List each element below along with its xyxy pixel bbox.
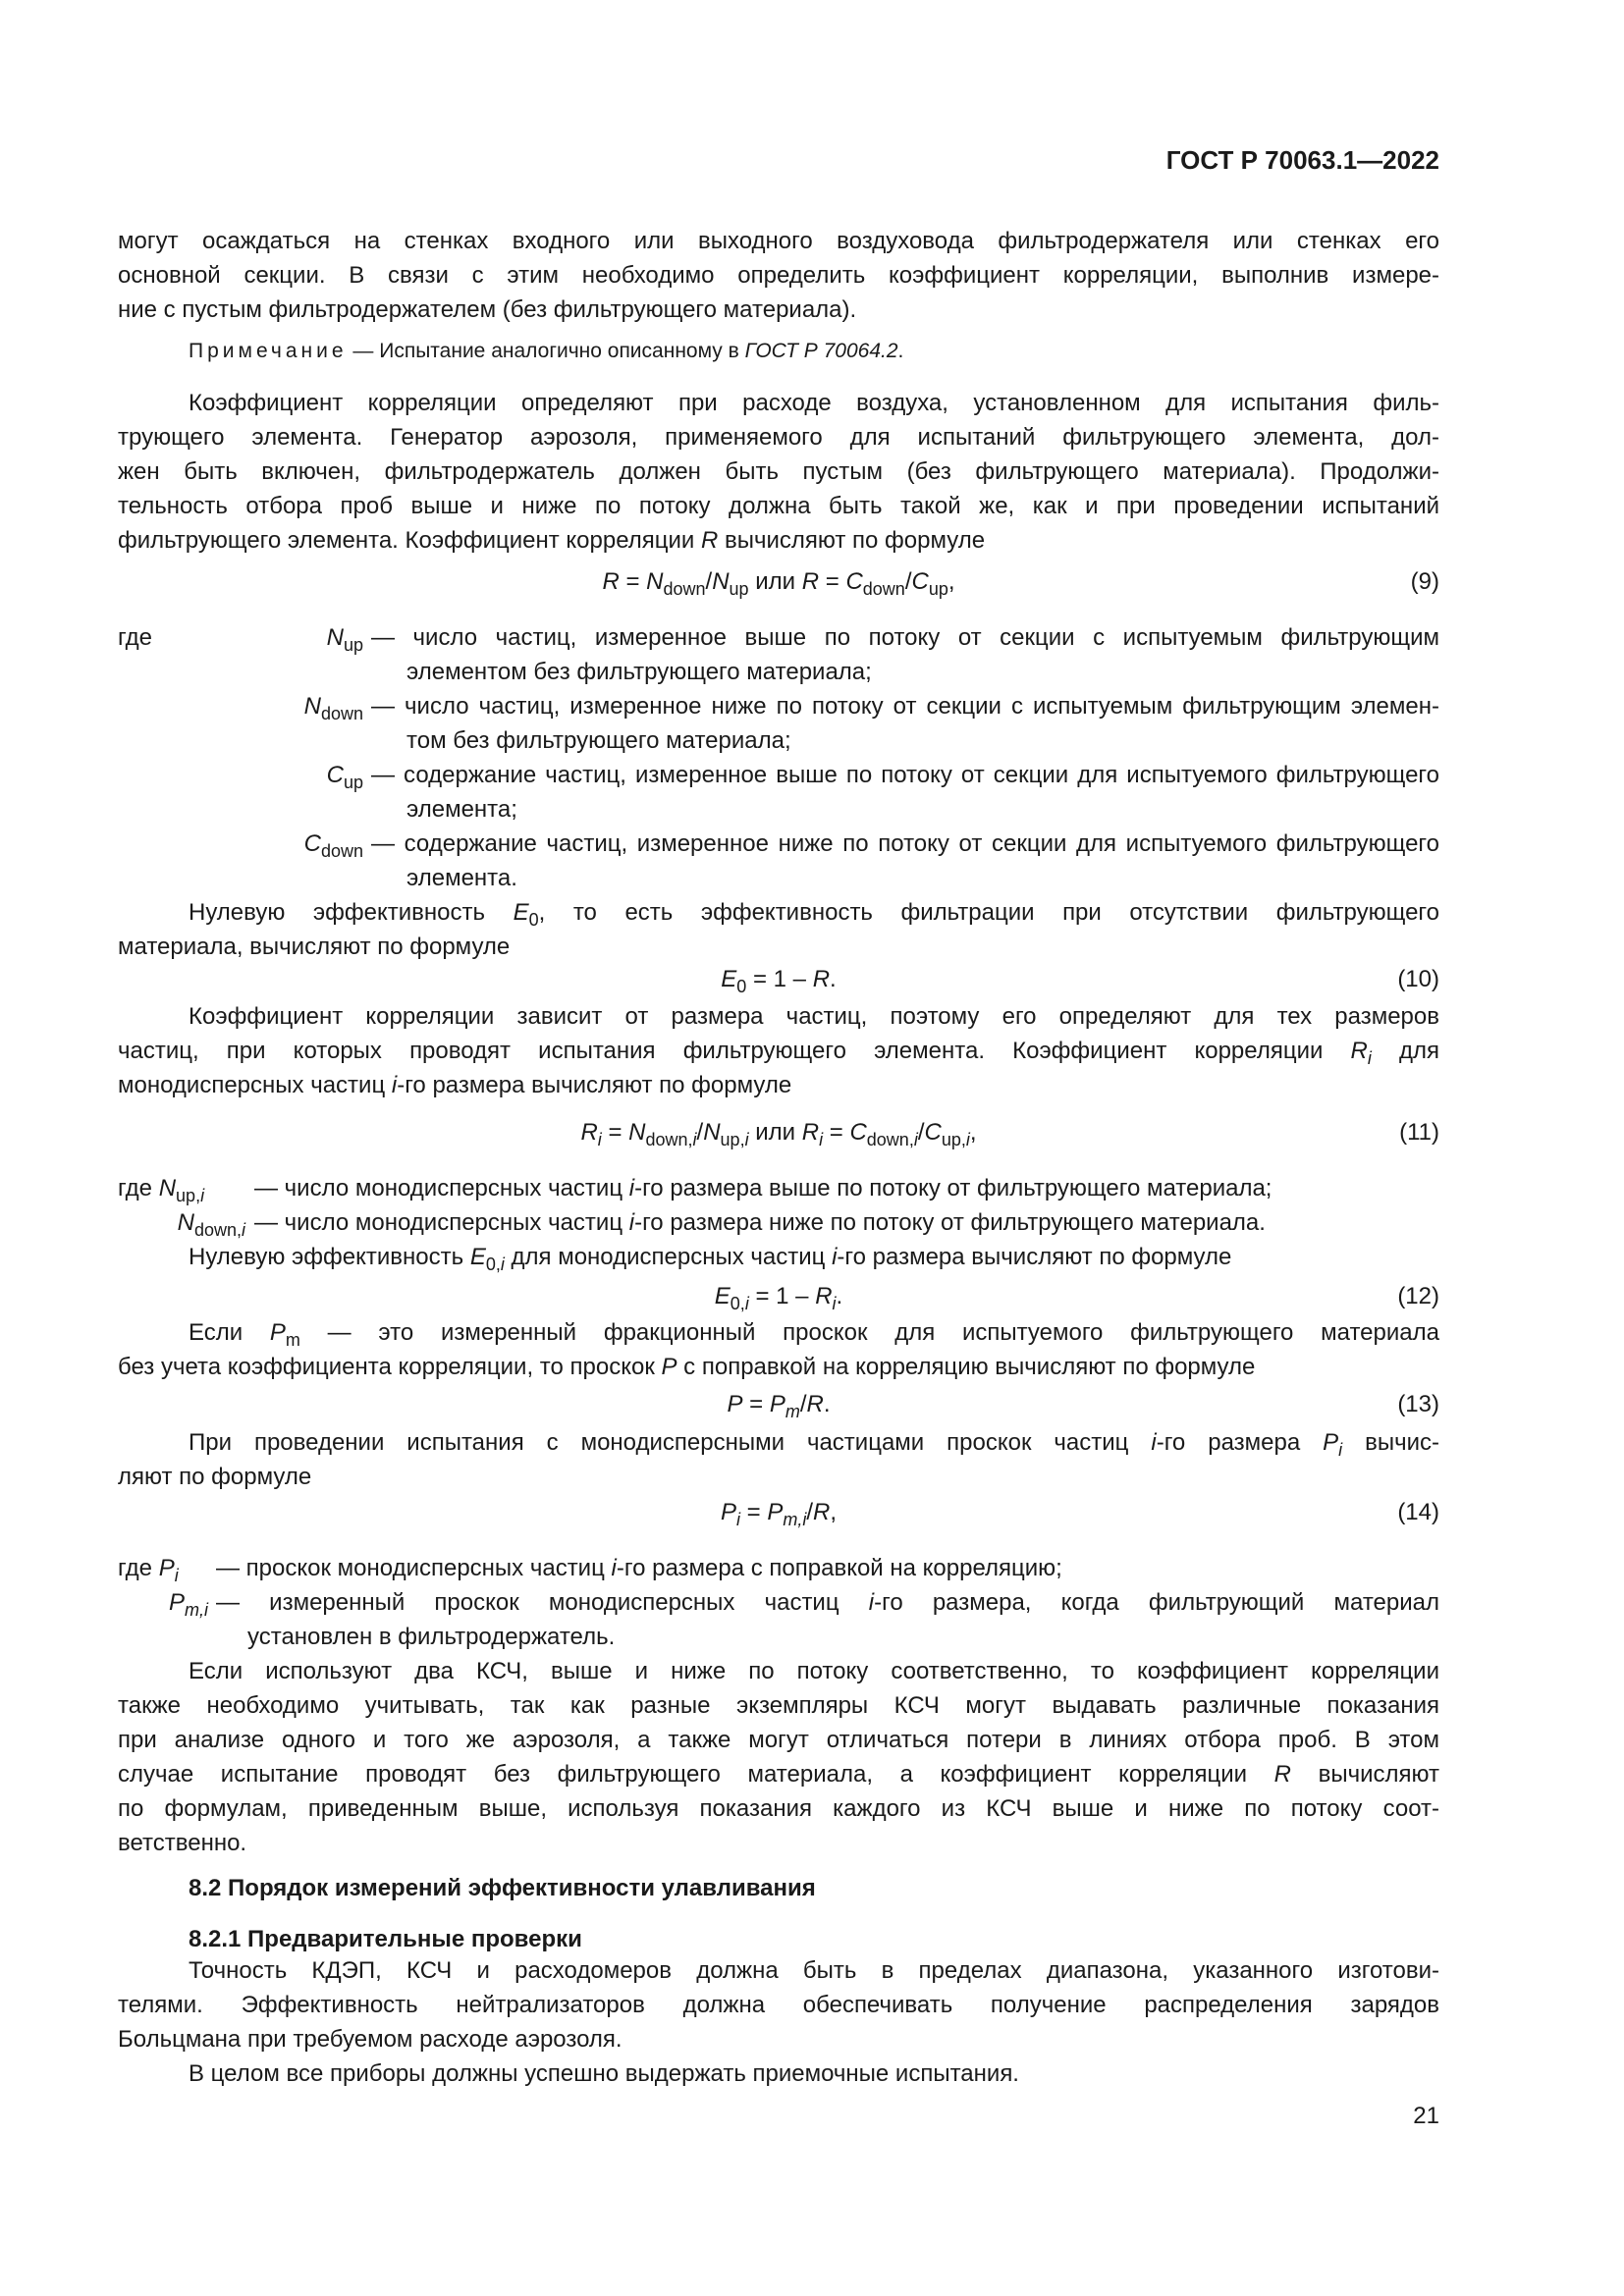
text-line: монодисперсных частиц i-го размера вычисляют по формуле (118, 1072, 792, 1098)
symbol-c-down: $C_{down}$ (303, 830, 363, 861)
text-line: Коэффициент корреляции зависит от размера частиц, поэтому его определяют для тех размеров (189, 1003, 1439, 1030)
text-line: ние с пустым фильтродержателем (без фильтрующего материала). (118, 296, 857, 323)
definition-n-up-i: — число монодисперсных частиц i-го размера выше по потоку от фильтрующего материала; (254, 1175, 1272, 1201)
formula-expression: $P = P_m/R$. (727, 1391, 831, 1421)
note-text: — Испытание аналогично описанному в (347, 340, 745, 362)
formula-expression: $E_0 = 1 - R$. (721, 966, 837, 996)
formula-expression: $E_{0,i} = 1 - R_i$. (714, 1283, 843, 1313)
paragraph-7 (118, 1425, 1439, 1494)
definition-c-down: — содержание частиц, измеренное ниже по потоку от секции для испытуемого фильтрующего элемента. (371, 830, 1439, 891)
text-line: случае испытание проводят без фильтрующего материала, а коэффициент корреляции R вычисляют (118, 1761, 1439, 1788)
paragraph-3 (118, 895, 1439, 964)
text-line: при анализе одного и того же аэрозоля, а также могут отличаться потери в линиях отбора проб. В этом (118, 1727, 1439, 1753)
document-header: ГОСТ Р 70063.1—2022 (1165, 145, 1439, 175)
text-line: Точность КДЭП, КСЧ и расходомеров должна быть в пределах диапазона, указанного изготови- (189, 1957, 1439, 1984)
formula-number: (9) (1410, 568, 1439, 595)
section-8-2-1-body (118, 1953, 1439, 2091)
note (189, 334, 1510, 368)
text-line: ляют по формуле (118, 1464, 312, 1490)
where-list-9 (118, 620, 1439, 895)
note-reference: ГОСТ Р 70064.2 (744, 340, 898, 362)
where-list-11 (118, 1171, 1439, 1240)
formula-number: (13) (1397, 1391, 1439, 1417)
text-line: материала, вычисляют по формуле (118, 934, 511, 960)
text-line: Нулевую эффективность $E_0$, то есть эффективность фильтрации при отсутствии фильтрующего (189, 899, 1439, 930)
formula-number: (14) (1397, 1499, 1439, 1525)
text-line: Нулевую эффективность $E_{0,i}$ для монодисперсных частиц i-го размера вычисляют по формуле (189, 1244, 1232, 1274)
symbol-n-down-i: $N_{down,i}$ (177, 1209, 245, 1240)
text-line: основной секции. В связи с этим необходимо определить коэффициент корреляции, выполнив измере- (118, 262, 1439, 289)
definition-n-down-i: — число монодисперсных частиц i-го размера ниже по потоку от фильтрующего материала. (254, 1209, 1266, 1236)
paragraph-4 (118, 999, 1439, 1102)
text-line: Коэффициент корреляции определяют при расходе воздуха, установленном для испытания филь- (189, 390, 1439, 416)
text-line: по формулам, приведенным выше, используя показания каждого из КСЧ выше и ниже по потоку соот- (118, 1795, 1439, 1822)
text-line: телями. Эффективность нейтрализаторов должна обеспечивать получение распределения зарядов (118, 1992, 1439, 2018)
text-line: тельность отбора проб выше и ниже по потоку должна быть такой же, как и при проведении испытаний (118, 493, 1439, 519)
definition-n-down: — число частиц, измеренное ниже по потоку от секции с испытуемым фильтрующим элемен- том без фильтрующего материала; (371, 693, 1439, 754)
paragraph-6 (118, 1315, 1439, 1384)
symbol-p-m-i: $P_{m,i}$ (168, 1589, 208, 1620)
section-8-2-heading: 8.2 Порядок измерений эффективности улавливания (189, 1875, 816, 1901)
formula-expression: $R_i = N_{down,i}/N_{up,i}$ или $R_i = C_{down,i}/C_{up,i}$, (580, 1119, 977, 1149)
where-row: где $P_i$ (118, 1555, 179, 1585)
formula-expression: $R = N_{down}/N_{up}$ или $R = C_{down}/C_{up}$, (602, 568, 955, 599)
definition-c-up: — содержание частиц, измеренное выше по потоку от секции для испытуемого фильтрующего элемента; (371, 762, 1439, 823)
text-line: жен быть включен, фильтродержатель должен быть пустым (без фильтрующего материала). Продолжи- (118, 458, 1439, 485)
paragraph-8 (118, 1654, 1439, 1860)
symbol-n-down: $N_{down}$ (303, 693, 363, 723)
text-line: В целом все приборы должны успешно выдержать приемочные испытания. (189, 2060, 1019, 2087)
page-number: 21 (1413, 2103, 1439, 2129)
definition-p-i: — проскок монодисперсных частиц i-го размера с поправкой на корреляцию; (216, 1555, 1062, 1581)
formula-expression: $P_i = P_{m,i}/R$, (720, 1499, 838, 1529)
paragraph-1 (118, 224, 1439, 327)
text-line: частиц, при которых проводят испытания фильтрующего элемента. Коэффициент корреляции $R_i$ для (118, 1038, 1439, 1068)
definition-n-up: — число частиц, измеренное выше по потоку от секции с испытуемым фильтрующим элементом без фильтрующего материала; (371, 624, 1439, 685)
definition-p-m-i: — измеренный проскок монодисперсных частиц i-го размера, когда фильтрующий материал установлен в фильтродержатель. (216, 1589, 1439, 1650)
where-list-14 (118, 1551, 1439, 1659)
text-line: При проведении испытания с монодисперсными частицами проскок частиц i-го размера $P_i$ вычис- (189, 1429, 1440, 1460)
note-end: . (897, 340, 904, 362)
symbol-c-up: $C_{up}$ (326, 762, 363, 792)
paragraph-2 (118, 386, 1439, 558)
text-line: могут осаждаться на стенках входного или выходного воздуховода фильтродержателя или стенках его (118, 228, 1439, 254)
where-label: где (118, 624, 153, 651)
where-row: где $N_{up,i}$ (118, 1175, 205, 1205)
formula-number: (10) (1397, 966, 1439, 992)
formula-number: (11) (1399, 1119, 1439, 1146)
section-8-2-1-heading: 8.2.1 Предварительные проверки (189, 1926, 582, 1952)
formula-number: (12) (1397, 1283, 1439, 1309)
text-line: также необходимо учитывать, так как разные экземпляры КСЧ могут выдавать различные показания (118, 1692, 1439, 1719)
text-line: без учета коэффициента корреляции, то проскок P с поправкой на корреляцию вычисляют по формуле (118, 1354, 1256, 1380)
text-line: Если $P_m$ — это измеренный фракционный проскок для испытуемого фильтрующего материала (189, 1319, 1439, 1350)
symbol-n-up: $N_{up}$ (326, 624, 363, 655)
text-line: Больцмана при требуемом расходе аэрозоля. (118, 2026, 623, 2053)
text-line: фильтрующего элемента. Коэффициент корреляции R вычисляют по формуле (118, 527, 986, 554)
paragraph-5 (118, 1240, 1439, 1274)
text-line: ветственно. (118, 1830, 247, 1856)
text-line: трующего элемента. Генератор аэрозоля, применяемого для испытаний фильтрующего элемента, дол- (118, 424, 1439, 451)
note-label: Примечание (189, 340, 348, 362)
text-line: Если используют два КСЧ, выше и ниже по потоку соответственно, то коэффициент корреляции (189, 1658, 1439, 1684)
